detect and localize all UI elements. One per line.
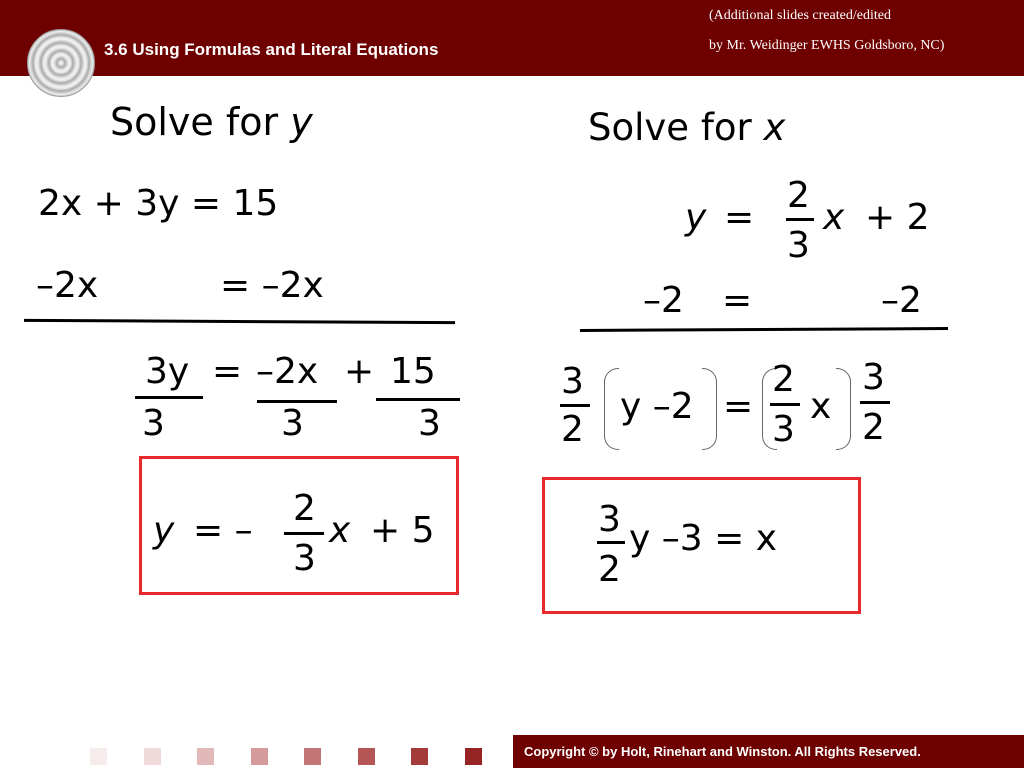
right-eq-fraction-bar bbox=[786, 218, 814, 221]
right-mult-right-fraction-bar bbox=[860, 401, 890, 404]
decorative-square bbox=[197, 748, 214, 765]
right-mult-right-numerator: 3 bbox=[862, 357, 885, 398]
right-answer-fraction-bar bbox=[597, 541, 625, 544]
right-mult-inner: y –2 bbox=[620, 386, 694, 427]
left-answer-fraction-bar bbox=[284, 532, 324, 535]
left-divide-term2: –2x bbox=[256, 351, 319, 392]
right-step-rhs: –2 bbox=[881, 280, 922, 321]
left-answer-denominator: 3 bbox=[293, 538, 316, 579]
right-eq-tail: + 2 bbox=[865, 197, 930, 238]
left-paren-icon bbox=[604, 368, 619, 450]
right-answer-numerator: 3 bbox=[598, 499, 621, 540]
left-step-rhs: = –2x bbox=[220, 265, 324, 306]
left-divisor-3: 3 bbox=[418, 403, 441, 444]
left-heading-variable: y bbox=[290, 100, 313, 144]
decorative-square bbox=[90, 748, 107, 765]
concentric-circles-logo-icon bbox=[27, 29, 95, 97]
right-mult-mid-fraction-bar bbox=[770, 403, 800, 406]
right-step-equals: = bbox=[722, 280, 753, 321]
left-equation: 2x + 3y = 15 bbox=[38, 183, 279, 224]
right-step-lhs: –2 bbox=[643, 280, 684, 321]
left-answer-tail: + 5 bbox=[370, 510, 435, 551]
right-answer-denominator: 2 bbox=[598, 549, 621, 590]
left-divisor-2: 3 bbox=[281, 403, 304, 444]
right-paren-icon bbox=[836, 368, 851, 450]
left-heading-text: Solve for bbox=[110, 100, 291, 144]
decorative-square bbox=[465, 748, 482, 765]
left-answer-x: x bbox=[329, 510, 351, 551]
left-answer-numerator: 2 bbox=[293, 488, 316, 529]
left-divide-term1: 3y bbox=[145, 351, 190, 392]
right-mult-x: x bbox=[810, 386, 832, 427]
slide-title: 3.6 Using Formulas and Literal Equations bbox=[104, 40, 439, 59]
credit-line-2: by Mr. Weidinger EWHS Goldsboro, NC) bbox=[709, 38, 945, 53]
right-mult-mid-numerator: 2 bbox=[772, 359, 795, 400]
left-fraction-bar-3 bbox=[376, 398, 460, 401]
decorative-square bbox=[251, 748, 268, 765]
copyright-text: Copyright © by Holt, Rinehart and Winston. All Rights Reserved. bbox=[524, 744, 921, 759]
right-mult-left-fraction-bar bbox=[560, 404, 590, 407]
right-mult-equals: = bbox=[723, 386, 754, 427]
right-subtraction-line bbox=[580, 327, 948, 332]
decorative-square bbox=[304, 748, 321, 765]
right-eq-x: x bbox=[823, 197, 845, 238]
left-divide-plus: + bbox=[344, 351, 375, 392]
right-mult-mid-denominator: 3 bbox=[772, 409, 795, 450]
decorative-square bbox=[411, 748, 428, 765]
decorative-square bbox=[358, 748, 375, 765]
right-mult-left-denominator: 2 bbox=[561, 409, 584, 450]
right-heading bbox=[588, 106, 786, 149]
left-fraction-bar-1 bbox=[135, 396, 203, 399]
left-divide-term3: 15 bbox=[390, 351, 436, 392]
right-eq-y: y bbox=[685, 197, 707, 238]
left-divisor-1: 3 bbox=[142, 403, 165, 444]
left-step-lhs: –2x bbox=[36, 265, 99, 306]
left-divide-eq: = bbox=[212, 351, 243, 392]
right-answer-rest: y –3 = x bbox=[629, 518, 778, 559]
right-heading-variable: x bbox=[763, 106, 786, 149]
left-answer-y: y bbox=[153, 510, 175, 551]
right-heading-text: Solve for bbox=[588, 106, 764, 149]
right-mult-right-denominator: 2 bbox=[862, 407, 885, 448]
decorative-square bbox=[144, 748, 161, 765]
left-answer-eq: = – bbox=[193, 510, 253, 551]
right-eq-denominator: 3 bbox=[787, 225, 810, 266]
credit-line-1: (Additional slides created/edited bbox=[709, 8, 891, 23]
right-eq-numerator: 2 bbox=[787, 175, 810, 216]
right-mult-left-numerator: 3 bbox=[561, 361, 584, 402]
left-heading bbox=[110, 100, 313, 144]
right-eq-equals: = bbox=[724, 197, 755, 238]
right-paren-icon bbox=[702, 368, 717, 450]
left-addition-line bbox=[24, 319, 455, 324]
